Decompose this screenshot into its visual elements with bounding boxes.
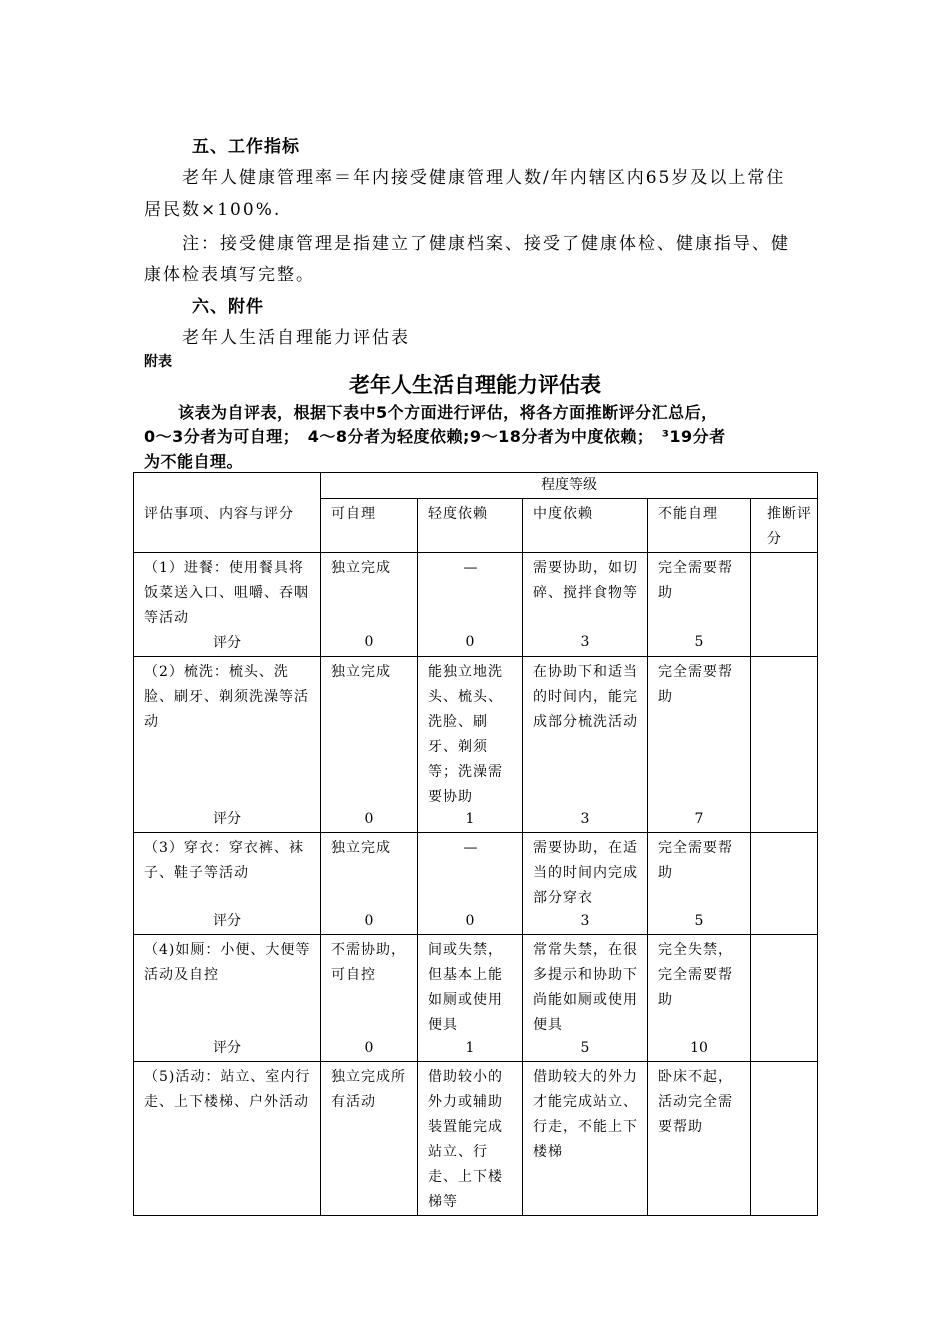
score-b: 0 bbox=[465, 634, 475, 650]
level-d-cell bbox=[648, 657, 751, 833]
level-c-cell bbox=[523, 1062, 648, 1216]
level-cell bbox=[321, 499, 418, 553]
level-d-text: 完全失禁，完全需要帮助 bbox=[658, 942, 733, 1008]
level-a-cell bbox=[321, 553, 418, 657]
level-cell bbox=[648, 499, 751, 553]
table-row bbox=[134, 553, 818, 657]
judge-cell bbox=[751, 1062, 818, 1216]
level-label: 中度依赖 bbox=[533, 506, 593, 522]
table-row bbox=[134, 935, 818, 1062]
item-cell bbox=[134, 553, 321, 657]
score-c: 3 bbox=[580, 634, 590, 650]
level-c-cell bbox=[523, 833, 648, 935]
judge-header: 推断评分 bbox=[767, 506, 812, 547]
header-item-cell bbox=[134, 473, 321, 553]
score-label: 评分 bbox=[213, 1040, 241, 1056]
level-c-cell bbox=[523, 935, 648, 1062]
judge-cell bbox=[751, 833, 818, 935]
level-b-text: — bbox=[463, 560, 479, 576]
level-d-cell bbox=[648, 1062, 751, 1216]
level-c-cell bbox=[523, 657, 648, 833]
table-row bbox=[134, 1062, 818, 1216]
level-label: 轻度依赖 bbox=[428, 506, 488, 522]
judge-cell bbox=[751, 935, 818, 1062]
score-a: 0 bbox=[364, 1040, 374, 1056]
header-row-1 bbox=[134, 473, 818, 499]
item-text: （4)如厕：小便、大便等活动及自控 bbox=[144, 942, 311, 983]
level-a-cell bbox=[321, 833, 418, 935]
level-label: 不能自理 bbox=[658, 506, 718, 522]
level-b-text: 借助较小的外力或辅助装置能完成站立、行走、上下楼梯等 bbox=[428, 1069, 503, 1210]
level-d-text: 完全需要帮助 bbox=[658, 560, 733, 601]
form-intro-line-1: 该表为自评表，根据下表中5个方面进行评估，将各方面推断评分汇总后， bbox=[178, 403, 718, 422]
section-6-heading: 六、附件 bbox=[192, 297, 264, 317]
level-c-text: 借助较大的外力才能完成站立、行走，不能上下楼梯 bbox=[533, 1069, 638, 1160]
form-intro-line-2: 0～3分者为可自理； 4～8分者为轻度依赖;9～18分者为中度依赖； ³19分者 bbox=[144, 427, 726, 446]
level-a-cell bbox=[321, 1062, 418, 1216]
assessment-table bbox=[133, 472, 818, 1216]
note-line-1: 注：接受健康管理是指建立了健康档案、接受了健康体检、健康指导、健 bbox=[182, 234, 790, 254]
score-d: 10 bbox=[690, 1040, 708, 1056]
level-b-cell bbox=[418, 1062, 523, 1216]
level-b-cell bbox=[418, 553, 523, 657]
level-a-text: 独立完成 bbox=[331, 840, 391, 856]
score-c: 3 bbox=[580, 811, 590, 827]
level-b-text: 间或失禁，但基本上能如厕或使用便具 bbox=[428, 942, 503, 1033]
level-label: 可自理 bbox=[331, 506, 376, 522]
level-d-text: 完全需要帮助 bbox=[658, 664, 733, 705]
judge-cell bbox=[751, 553, 818, 657]
score-b: 1 bbox=[465, 811, 475, 827]
table-row bbox=[134, 833, 818, 935]
level-cell bbox=[418, 499, 523, 553]
level-c-text: 需要协助，在适当的时间内完成部分穿衣 bbox=[533, 840, 638, 906]
form-intro-line-3: 为不能自理。 bbox=[144, 452, 244, 471]
level-cell bbox=[523, 499, 648, 553]
level-b-cell bbox=[418, 833, 523, 935]
note-line-2: 康体检表填写完整。 bbox=[144, 265, 315, 285]
level-a-text: 不需协助，可自控 bbox=[331, 942, 406, 983]
item-text: （1）进餐：使用餐具将饭菜送入口、咀嚼、吞咽等活动 bbox=[144, 560, 309, 626]
level-a-cell bbox=[321, 935, 418, 1062]
score-d: 7 bbox=[694, 811, 704, 827]
score-c: 5 bbox=[580, 1040, 590, 1056]
judge-cell bbox=[751, 657, 818, 833]
formula-line-1: 老年人健康管理率＝年内接受健康管理人数/年内辖区内65岁及以上常住 bbox=[182, 168, 786, 188]
score-label: 评分 bbox=[213, 635, 241, 651]
score-b: 0 bbox=[465, 913, 475, 929]
score-b: 1 bbox=[465, 1040, 475, 1056]
level-c-text: 常常失禁，在很多提示和协助下尚能如厕或使用便具 bbox=[533, 942, 638, 1033]
item-text: （3）穿衣：穿衣裤、袜子、鞋子等活动 bbox=[144, 840, 304, 881]
form-title: 老年人生活自理能力评估表 bbox=[349, 373, 601, 397]
score-label: 评分 bbox=[213, 811, 241, 827]
score-label: 评分 bbox=[213, 913, 241, 929]
score-c: 3 bbox=[580, 913, 590, 929]
level-d-text: 完全需要帮助 bbox=[658, 840, 733, 881]
item-text: （2）梳洗：梳头、洗脸、刷牙、剃须洗澡等活动 bbox=[144, 664, 309, 730]
item-cell bbox=[134, 833, 321, 935]
judge-header-cell bbox=[751, 499, 818, 553]
header-item: 评估事项、内容与评分 bbox=[144, 505, 294, 522]
level-b-cell bbox=[418, 935, 523, 1062]
header-group: 程度等级 bbox=[541, 477, 598, 493]
level-a-text: 独立完成 bbox=[331, 664, 391, 680]
appendix-label: 附表 bbox=[144, 354, 172, 370]
formula-line-2: 居民数×100%. bbox=[144, 200, 282, 220]
item-cell bbox=[134, 935, 321, 1062]
level-a-text: 独立完成 bbox=[331, 560, 391, 576]
level-c-text: 在协助下和适当的时间内，能完成部分梳洗活动 bbox=[533, 664, 638, 730]
level-d-cell bbox=[648, 833, 751, 935]
level-d-cell bbox=[648, 553, 751, 657]
level-d-cell bbox=[648, 935, 751, 1062]
level-b-text: — bbox=[463, 840, 479, 856]
level-d-text: 卧床不起，活动完全需要帮助 bbox=[658, 1069, 733, 1135]
level-b-cell bbox=[418, 657, 523, 833]
table-row bbox=[134, 657, 818, 833]
level-a-cell bbox=[321, 657, 418, 833]
item-cell bbox=[134, 1062, 321, 1216]
level-b-text: 能独立地洗头、梳头、洗脸、刷牙、剃须等；洗澡需要协助 bbox=[428, 664, 503, 805]
level-c-text: 需要协助，如切碎、搅拌食物等 bbox=[533, 560, 638, 601]
level-c-cell bbox=[523, 553, 648, 657]
score-a: 0 bbox=[364, 811, 374, 827]
score-a: 0 bbox=[364, 913, 374, 929]
score-a: 0 bbox=[364, 634, 374, 650]
item-cell bbox=[134, 657, 321, 833]
score-d: 5 bbox=[694, 913, 704, 929]
item-text: （5)活动：站立、室内行走、上下楼梯、户外活动 bbox=[144, 1069, 311, 1110]
level-a-text: 独立完成所有活动 bbox=[331, 1069, 406, 1110]
attachment-name: 老年人生活自理能力评估表 bbox=[182, 328, 410, 348]
header-group-cell bbox=[321, 473, 818, 499]
score-d: 5 bbox=[694, 634, 704, 650]
section-5-heading: 五、工作指标 bbox=[192, 137, 300, 157]
